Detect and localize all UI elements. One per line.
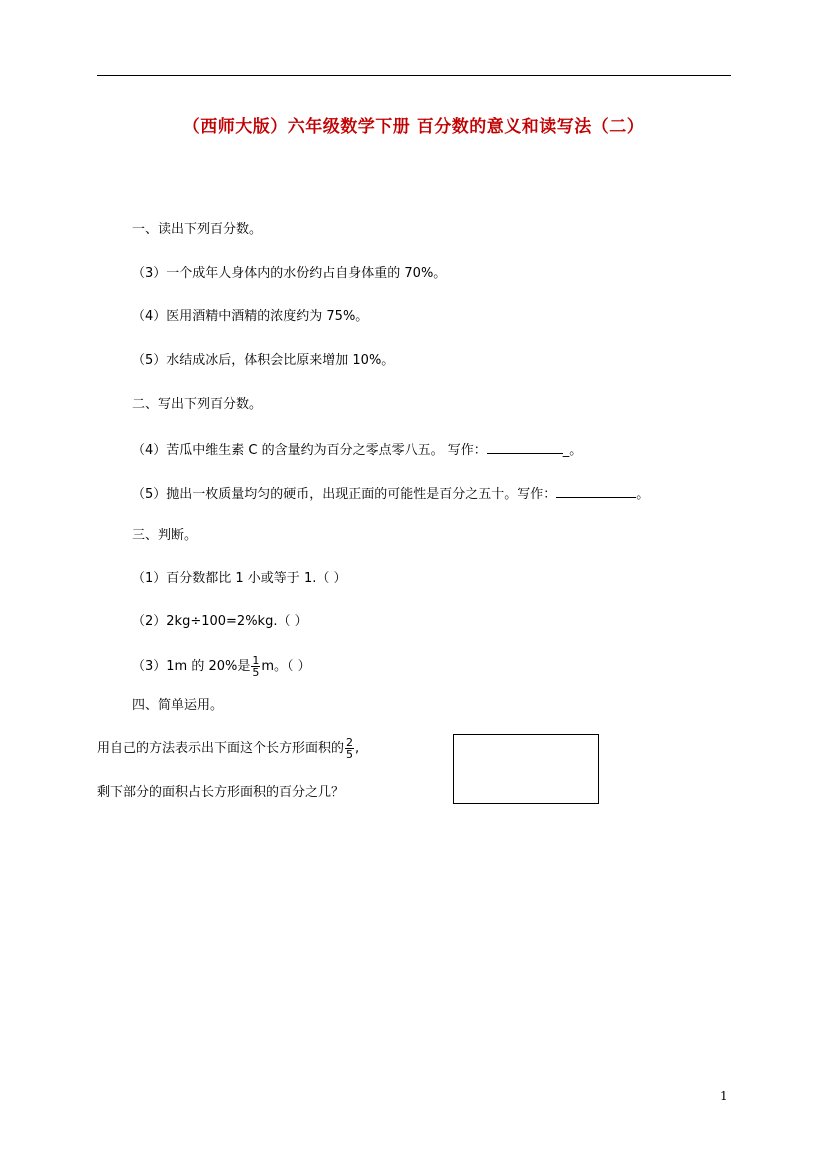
header-rule bbox=[97, 75, 731, 76]
fraction-one-fifth: $\frac{1}{5}$ bbox=[252, 654, 260, 679]
page-title: （西师大版）六年级数学下册 百分数的意义和读写法（二） bbox=[182, 117, 645, 137]
section4-heading: 四、简单运用。 bbox=[132, 698, 224, 713]
section2-item-4 bbox=[132, 439, 582, 460]
section4-line-1-pre: 用自己的方法表示出下面这个长方形面积的 bbox=[97, 741, 345, 756]
section3-item-3-post: m。（ ） bbox=[261, 659, 311, 674]
page-number: 1 bbox=[720, 1089, 728, 1103]
section2-item-5-end: 。 bbox=[636, 487, 650, 502]
section3-item-3 bbox=[132, 652, 311, 682]
section3-item-2: （2）2kg÷100=2%kg.（ ） bbox=[132, 614, 308, 629]
rectangle-figure bbox=[453, 734, 599, 804]
section2-item-5 bbox=[132, 483, 649, 504]
section1-item-5: （5）水结成冰后，体积会比原来增加 10%。 bbox=[132, 353, 395, 368]
section1-heading: 一、读出下列百分数。 bbox=[132, 222, 263, 237]
section2-item-4-text: （4）苦瓜中维生素 C 的含量约为百分之零点零八五。 写作： bbox=[132, 443, 487, 458]
section2-item-4-end: _。 bbox=[562, 443, 583, 458]
section4-line-1-post: , bbox=[355, 741, 360, 756]
section3-heading: 三、判断。 bbox=[132, 528, 198, 543]
section2-item-5-text: （5）抛出一枚质量均匀的硬币，出现正面的可能性是百分之五十。写作： bbox=[132, 487, 557, 502]
fraction-two-fifths: $\frac{2}{5}$ bbox=[346, 736, 354, 761]
section1-item-3: （3）一个成年人身体内的水份约占自身体重的 70%。 bbox=[132, 266, 447, 281]
section2-heading: 二、写出下列百分数。 bbox=[132, 397, 263, 412]
section4-line-1 bbox=[97, 734, 359, 764]
section1-item-4: （4）医用酒精中酒精的浓度约为 75%。 bbox=[132, 309, 369, 324]
answer-blank-4[interactable] bbox=[487, 439, 563, 454]
answer-blank-5[interactable] bbox=[556, 483, 636, 498]
section3-item-1: （1）百分数都比 1 小或等于 1.（ ） bbox=[132, 571, 347, 586]
section3-item-3-pre: （3）1m 的 20%是 bbox=[132, 659, 251, 674]
section4-line-2: 剩下部分的面积占长方形面积的百分之几？ bbox=[97, 785, 345, 800]
